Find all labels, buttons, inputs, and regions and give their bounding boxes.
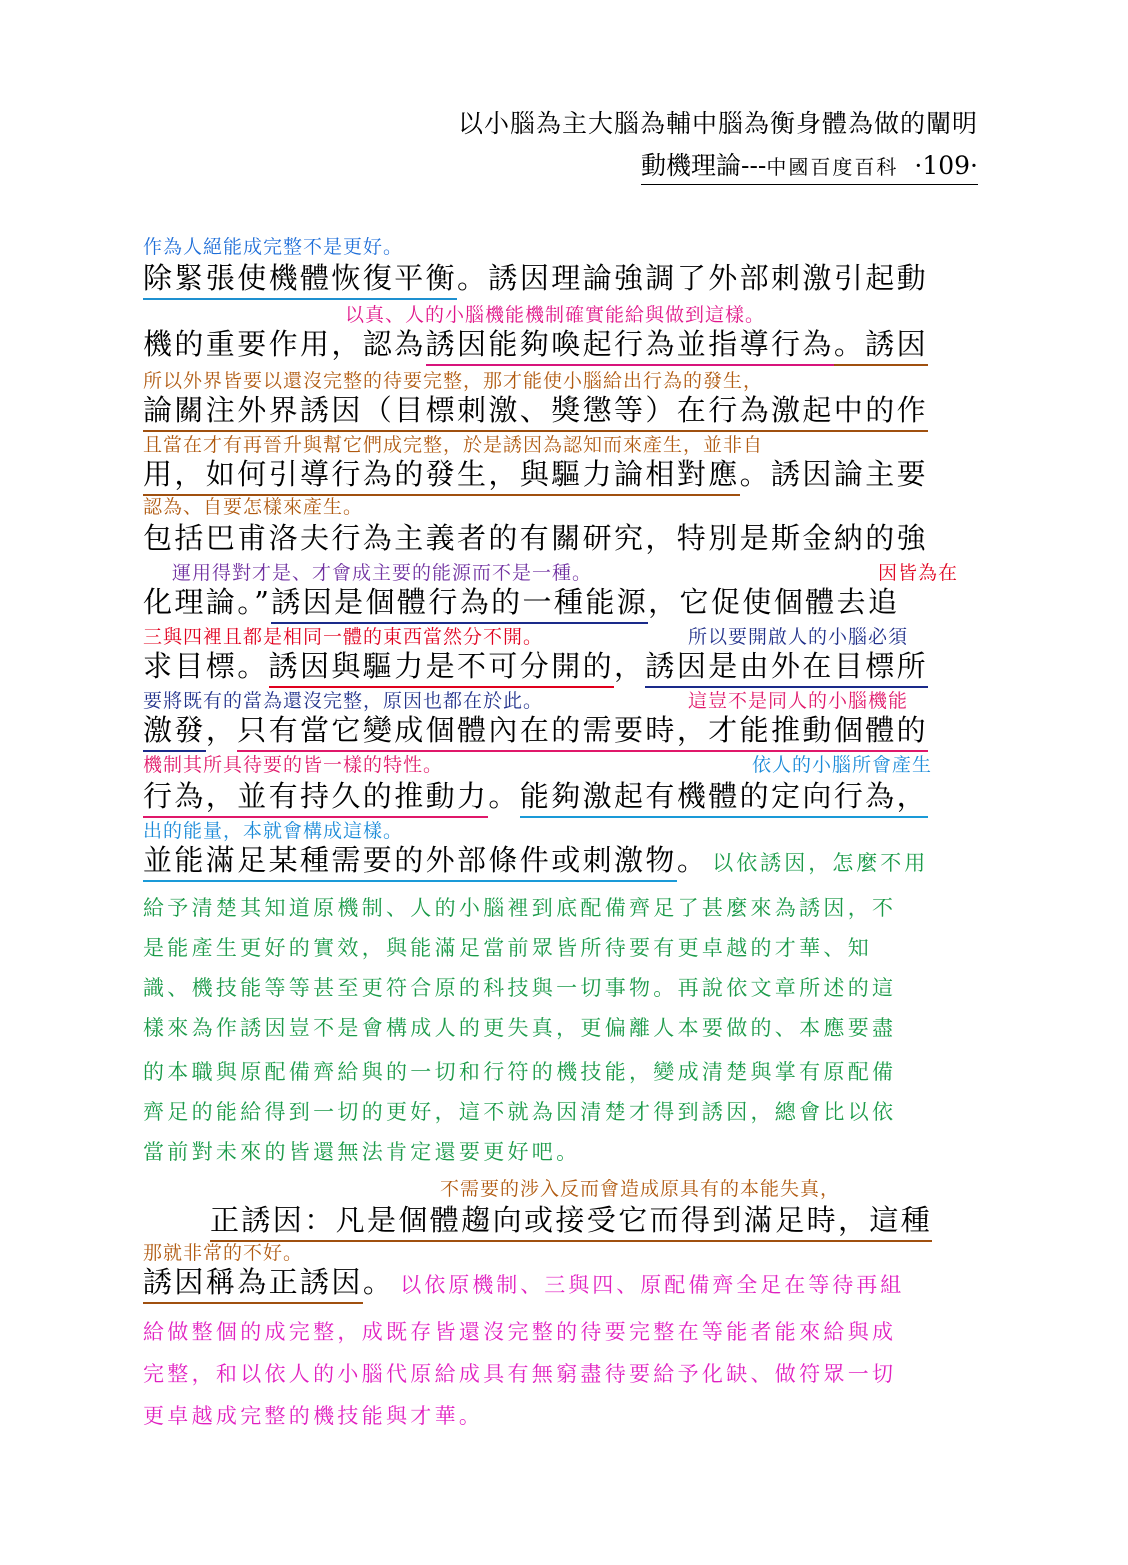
commentary-line: 識、機技能等等甚至更符合原的科技與一切事物。再說依文章所述的這 xyxy=(143,976,897,1000)
commentary-line: 的本職與原配備齊給與的一切和行符的機技能，變成清楚與掌有原配備 xyxy=(143,1060,897,1084)
main-line xyxy=(143,261,929,295)
main-line xyxy=(143,585,900,619)
commentary-line: 齊足的能給得到一切的更好，這不就為因清楚才得到誘因，總會比以依 xyxy=(143,1100,897,1124)
annotation-line: 機制其所具待要的皆一樣的特性。 xyxy=(143,754,444,776)
underlined-phrase: 能夠激起有機體的定向行為， xyxy=(520,779,928,818)
underlined-phrase: 只有當它變成個體內在的需要時，才能推動個體的 xyxy=(237,713,928,752)
commentary-line: 完整，和以依人的小腦代原給成具有無窮盡待要給予化缺、做符眾一切 xyxy=(143,1362,897,1386)
underlined-phrase: 誘因與驅力是不可分開的 xyxy=(269,649,614,688)
annotation-line: 依人的小腦所會產生 xyxy=(752,754,933,776)
annotation-line: 以真、人的小腦機能機制確實能給與做到這樣。 xyxy=(345,304,766,326)
underlined-phrase: 。誘因 xyxy=(834,327,928,366)
main-text: 。誘因理論強調了外部刺激引起動 xyxy=(457,261,929,295)
main-line: 包括巴甫洛夫行為主義者的有關研究，特別是斯金納的強 xyxy=(143,521,929,555)
main-line xyxy=(143,649,929,683)
underlined-phrase: 論關注外界誘因（目標刺激、獎懲等）在行為激起中的作 xyxy=(143,393,928,432)
chapter-title: 動機理論--- xyxy=(641,151,767,180)
chapter-header xyxy=(641,146,978,185)
annotation-line: 且當在才有再晉升與幫它們成完整，於是誘因為認知而來產生，並非自 xyxy=(143,434,764,456)
underlined-phrase: 除緊張使機體恢復平衡 xyxy=(143,261,457,300)
underlined-phrase: 誘因是個體行為的一種能源 xyxy=(271,585,648,624)
main-text: 。 xyxy=(488,779,520,813)
main-line xyxy=(143,1265,905,1299)
underlined-phrase: 行為，並有持久的推動力 xyxy=(143,779,488,818)
main-line xyxy=(143,843,929,877)
commentary-text: 以依誘因，怎麼不用 xyxy=(712,851,929,875)
underlined-phrase: 誘因是由外在目標所 xyxy=(645,649,928,688)
commentary-line: 樣來為作誘因豈不是會構成人的更失真，更偏離人本要做的、本應要盡 xyxy=(143,1016,897,1040)
page-number: ·109· xyxy=(914,151,978,180)
underlined-phrase: 用，如何引導行為的發生，與驅力論相對應 xyxy=(143,457,740,496)
commentary-text: 以依原機制、三與四、原配備齊全足在等待再組 xyxy=(400,1273,905,1297)
commentary-line: 更卓越成完整的機技能與才華。 xyxy=(143,1404,484,1428)
main-text: 求目標。 xyxy=(143,649,269,683)
commentary-line: 當前對未來的皆還無法肯定還要更好吧。 xyxy=(143,1140,581,1164)
main-text: 。誘因論主要 xyxy=(739,457,929,491)
main-text: ， xyxy=(614,649,646,683)
main-text: 化理論。” xyxy=(143,585,272,619)
book-title: 以小腦為主大腦為輔中腦為衡身體為做的闡明 xyxy=(457,109,978,138)
main-line xyxy=(143,327,929,361)
annotation-line: 所以要開啟人的小腦必須 xyxy=(688,626,909,648)
underlined-phrase: 並能滿足某種需要的外部條件或刺激物 xyxy=(143,843,677,882)
annotation-line: 出的能量，本就會構成這樣。 xyxy=(143,820,404,842)
commentary-line: 給予清楚其知道原機制、人的小腦裡到底配備齊足了甚麼來為誘因，不 xyxy=(143,896,897,920)
main-text: 。 xyxy=(676,843,709,877)
annotation-line: 要將既有的當為還沒完整，原因也都在於此。 xyxy=(143,690,544,712)
underlined-phrase: 誘因稱為正誘因 xyxy=(143,1265,363,1304)
annotation-line: 不需要的涉入反而會造成原具有的本能失真， xyxy=(440,1178,841,1200)
main-text: 機的重要作用，認為 xyxy=(143,327,426,361)
annotation-line: 那就非常的不好。 xyxy=(143,1242,304,1264)
annotation-line: 這豈不是同人的小腦機能 xyxy=(688,690,909,712)
annotation-line: 運用得對才是、才會成主要的能源而不是一種。 xyxy=(172,562,593,584)
main-line xyxy=(143,779,929,813)
annotation-line: 認為、自要怎樣來產生。 xyxy=(143,496,364,518)
main-text: ， xyxy=(205,713,238,747)
commentary-line: 是能產生更好的實效，與能滿足當前眾皆所待要有更卓越的才華、知 xyxy=(143,936,872,960)
source-name: 中國百度百科 xyxy=(766,155,899,179)
underlined-phrase: 正誘因：凡是個體趨向或接受它而得到滿足時，這種 xyxy=(210,1203,932,1242)
underlined-phrase: 激發 xyxy=(143,713,206,752)
underlined-phrase: 誘因能夠喚起行為並指導行為 xyxy=(426,327,834,366)
annotation-line: 作為人絕能成完整不是更好。 xyxy=(143,236,404,258)
main-line xyxy=(143,457,929,491)
annotation-line: 三與四裡且都是相同一體的東西當然分不開。 xyxy=(143,626,544,648)
main-text: ，它促使個體去追 xyxy=(648,585,900,619)
commentary-line: 給做整個的成完整，成既存皆還沒完整的待要完整在等能者能來給與成 xyxy=(143,1320,897,1344)
main-line xyxy=(143,393,929,427)
annotation-line: 因皆為在 xyxy=(878,562,959,584)
annotation-line: 所以外界皆要以還沒完整的待要完整，那才能使小腦給出行為的發生， xyxy=(143,370,764,392)
main-text: 。 xyxy=(362,1265,395,1299)
main-line xyxy=(210,1203,933,1237)
main-line xyxy=(143,713,929,747)
